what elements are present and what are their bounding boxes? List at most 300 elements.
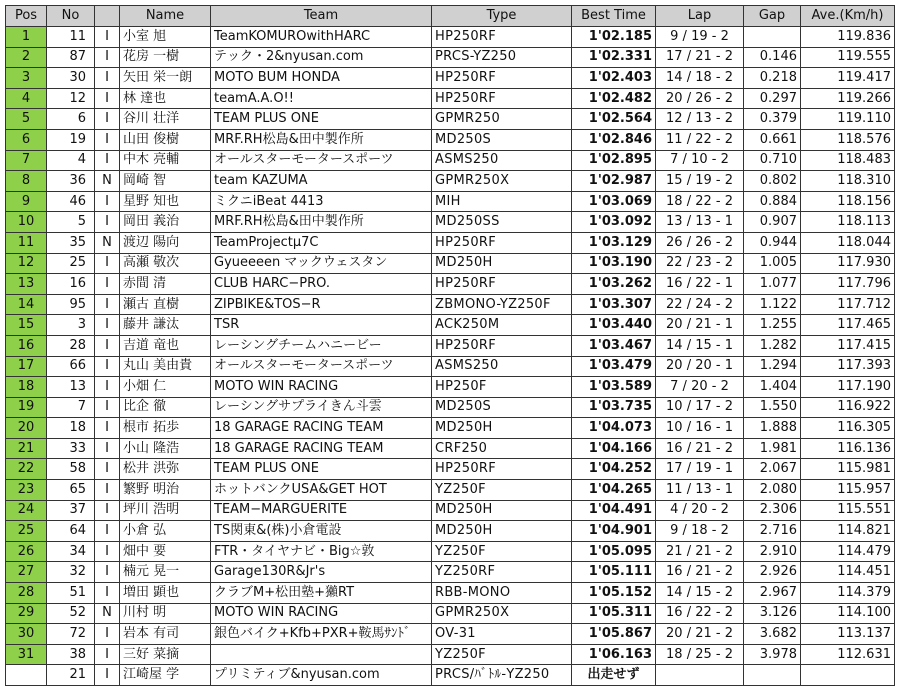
lap-cell: 20 / 21 - 1 [656,315,744,336]
average-speed-cell: 118.113 [801,212,895,233]
gap-cell: 1.404 [744,377,801,398]
best-time-cell: 1'02.987 [572,171,656,192]
rider-name-cell: 吉道 竜也 [120,335,211,356]
pos-cell: 8 [6,171,47,192]
rider-name-cell: 岡崎 智 [120,171,211,192]
machine-type-cell: HP250F [432,377,572,398]
best-time-cell: 1'03.307 [572,294,656,315]
number-cell: 3 [47,315,95,336]
header-no: No [47,6,95,27]
number-cell: 87 [47,47,95,68]
class-cell: I [95,150,120,171]
table-row [6,500,895,521]
table-row [6,274,895,295]
number-cell: 65 [47,480,95,501]
number-cell: 58 [47,459,95,480]
best-time-cell: 1'03.479 [572,356,656,377]
gap-cell: 0.379 [744,109,801,130]
best-time-cell: 1'03.589 [572,377,656,398]
class-cell: I [95,191,120,212]
number-cell: 12 [47,88,95,109]
best-time-cell: 1'05.152 [572,583,656,604]
team-cell: MRF.RH松島&田中製作所 [211,212,432,233]
gap-cell: 2.716 [744,521,801,542]
machine-type-cell: YZ250F [432,644,572,665]
table-row [6,438,895,459]
machine-type-cell: HP250RF [432,459,572,480]
best-time-cell: 1'05.311 [572,603,656,624]
gap-cell [744,27,801,48]
pos-cell: 3 [6,68,47,89]
class-cell: I [95,438,120,459]
lap-cell [656,665,744,686]
table-row [6,294,895,315]
rider-name-cell: 渡辺 陽向 [120,232,211,253]
best-time-cell: 1'03.440 [572,315,656,336]
pos-cell: 5 [6,109,47,130]
lap-cell: 20 / 20 - 1 [656,356,744,377]
average-speed-cell: 115.551 [801,500,895,521]
class-cell: I [95,562,120,583]
machine-type-cell: RBB-MONO [432,583,572,604]
class-cell: I [95,88,120,109]
number-cell: 38 [47,644,95,665]
lap-cell: 16 / 22 - 1 [656,274,744,295]
pos-cell: 10 [6,212,47,233]
average-speed-cell [801,665,895,686]
gap-cell [744,665,801,686]
average-speed-cell: 119.836 [801,27,895,48]
average-speed-cell: 119.266 [801,88,895,109]
team-cell [211,644,432,665]
pos-cell: 20 [6,418,47,439]
best-time-cell: 1'05.867 [572,624,656,645]
class-cell: I [95,583,120,604]
lap-cell: 13 / 13 - 1 [656,212,744,233]
average-speed-cell: 118.310 [801,171,895,192]
class-cell: I [95,68,120,89]
gap-cell: 3.126 [744,603,801,624]
number-cell: 19 [47,129,95,150]
table-row [6,232,895,253]
lap-cell: 9 / 18 - 2 [656,521,744,542]
number-cell: 33 [47,438,95,459]
best-time-cell: 1'05.095 [572,541,656,562]
number-cell: 6 [47,109,95,130]
rider-name-cell: 花房 一樹 [120,47,211,68]
lap-cell: 20 / 21 - 2 [656,624,744,645]
gap-cell: 1.888 [744,418,801,439]
best-time-cell: 1'04.901 [572,521,656,542]
rider-name-cell: 岩本 有司 [120,624,211,645]
rider-name-cell: 小室 旭 [120,27,211,48]
rider-name-cell: 小山 隆浩 [120,438,211,459]
table-row [6,171,895,192]
class-cell: I [95,47,120,68]
rider-name-cell: 中木 亮輔 [120,150,211,171]
best-time-cell: 1'02.564 [572,109,656,130]
class-cell: I [95,253,120,274]
table-row [6,418,895,439]
lap-cell: 16 / 21 - 2 [656,438,744,459]
number-cell: 95 [47,294,95,315]
machine-type-cell: MD250S [432,129,572,150]
class-cell: I [95,129,120,150]
gap-cell: 1.122 [744,294,801,315]
class-cell: I [95,665,120,686]
rider-name-cell: 川村 明 [120,603,211,624]
lap-cell: 9 / 19 - 2 [656,27,744,48]
pos-cell: 22 [6,459,47,480]
machine-type-cell: PRCS-YZ250 [432,47,572,68]
team-cell: MRF.RH松島&田中製作所 [211,129,432,150]
rider-name-cell: 坪川 浩明 [120,500,211,521]
team-cell: ミクニiBeat 4413 [211,191,432,212]
machine-type-cell: ASMS250 [432,356,572,377]
best-time-cell: 1'03.190 [572,253,656,274]
average-speed-cell: 118.044 [801,232,895,253]
number-cell: 30 [47,68,95,89]
best-time-cell: 1'04.252 [572,459,656,480]
best-time-cell: 1'05.111 [572,562,656,583]
table-row [6,129,895,150]
best-time-cell: 1'03.735 [572,397,656,418]
average-speed-cell: 119.555 [801,47,895,68]
pos-cell: 18 [6,377,47,398]
lap-cell: 14 / 18 - 2 [656,68,744,89]
best-time-cell: 1'04.491 [572,500,656,521]
average-speed-cell: 119.417 [801,68,895,89]
table-row [6,356,895,377]
machine-type-cell: MIH [432,191,572,212]
gap-cell: 0.710 [744,150,801,171]
average-speed-cell: 114.479 [801,541,895,562]
table-row [6,88,895,109]
team-cell: 18 GARAGE RACING TEAM [211,438,432,459]
team-cell: MOTO WIN RACING [211,377,432,398]
average-speed-cell: 113.137 [801,624,895,645]
rider-name-cell: 藤井 謙汰 [120,315,211,336]
table-row [6,459,895,480]
best-time-cell: 1'03.467 [572,335,656,356]
table-row [6,68,895,89]
rider-name-cell: 松井 洪弥 [120,459,211,480]
best-time-cell: 1'03.092 [572,212,656,233]
machine-type-cell: HP250RF [432,27,572,48]
best-time-cell: 1'06.163 [572,644,656,665]
pos-cell: 29 [6,603,47,624]
number-cell: 7 [47,397,95,418]
average-speed-cell: 117.465 [801,315,895,336]
number-cell: 34 [47,541,95,562]
best-time-cell: 1'04.265 [572,480,656,501]
pos-cell: 27 [6,562,47,583]
lap-cell: 22 / 23 - 2 [656,253,744,274]
table-row [6,27,895,48]
gap-cell: 0.884 [744,191,801,212]
table-row [6,335,895,356]
rider-name-cell: 林 達也 [120,88,211,109]
gap-cell: 2.967 [744,583,801,604]
table-row [6,150,895,171]
pos-cell: 14 [6,294,47,315]
team-cell: FTR・タイヤナビ・Big☆敦 [211,541,432,562]
average-speed-cell: 117.393 [801,356,895,377]
average-speed-cell: 115.981 [801,459,895,480]
class-cell: I [95,624,120,645]
gap-cell: 0.146 [744,47,801,68]
average-speed-cell: 118.576 [801,129,895,150]
pos-cell: 15 [6,315,47,336]
table-row [6,583,895,604]
pos-cell [6,665,47,686]
pos-cell: 6 [6,129,47,150]
machine-type-cell: MD250H [432,521,572,542]
machine-type-cell: HP250RF [432,274,572,295]
best-time-cell: 1'02.895 [572,150,656,171]
machine-type-cell: YZ250RF [432,562,572,583]
average-speed-cell: 117.712 [801,294,895,315]
rider-name-cell: 岡田 義治 [120,212,211,233]
class-cell: I [95,335,120,356]
team-cell: プリミティブ&nyusan.com [211,665,432,686]
class-cell: I [95,274,120,295]
gap-cell: 0.218 [744,68,801,89]
team-cell: 18 GARAGE RACING TEAM [211,418,432,439]
average-speed-cell: 115.957 [801,480,895,501]
rider-name-cell: 矢田 栄一朗 [120,68,211,89]
machine-type-cell: MD250H [432,500,572,521]
team-cell: TeamProjectμ7C [211,232,432,253]
rider-name-cell: 赤間 清 [120,274,211,295]
table-row [6,109,895,130]
class-cell: N [95,171,120,192]
machine-type-cell: PRCS/ﾊﾞﾄﾙ-YZ250 [432,665,572,686]
number-cell: 16 [47,274,95,295]
rider-name-cell: 江崎屋 学 [120,665,211,686]
lap-cell: 26 / 26 - 2 [656,232,744,253]
gap-cell: 1.282 [744,335,801,356]
best-time-cell: 1'02.403 [572,68,656,89]
lap-cell: 16 / 21 - 2 [656,562,744,583]
pos-cell: 26 [6,541,47,562]
best-time-cell: 1'02.846 [572,129,656,150]
number-cell: 35 [47,232,95,253]
lap-cell: 20 / 26 - 2 [656,88,744,109]
machine-type-cell: YZ250F [432,541,572,562]
gap-cell: 3.682 [744,624,801,645]
header-best-time: Best Time [572,6,656,27]
best-time-cell: 1'02.331 [572,47,656,68]
team-cell: team KAZUMA [211,171,432,192]
average-speed-cell: 118.156 [801,191,895,212]
rider-name-cell: 瀬古 直樹 [120,294,211,315]
machine-type-cell: HP250RF [432,88,572,109]
gap-cell: 0.802 [744,171,801,192]
class-cell: I [95,500,120,521]
header-gap: Gap [744,6,801,27]
team-cell: TS関東&(株)小倉電設 [211,521,432,542]
class-cell: N [95,232,120,253]
rider-name-cell: 小畑 仁 [120,377,211,398]
lap-cell: 21 / 21 - 2 [656,541,744,562]
class-cell: I [95,521,120,542]
gap-cell: 2.067 [744,459,801,480]
average-speed-cell: 116.136 [801,438,895,459]
class-cell: I [95,294,120,315]
rider-name-cell: 楠元 晃一 [120,562,211,583]
gap-cell: 3.978 [744,644,801,665]
class-cell: I [95,109,120,130]
pos-cell: 13 [6,274,47,295]
number-cell: 66 [47,356,95,377]
pos-cell: 28 [6,583,47,604]
header-class [95,6,120,27]
results-body [6,27,895,686]
gap-cell: 1.255 [744,315,801,336]
team-cell: 銀色バイク+Kfb+PXR+鞍馬ｻﾝﾄﾞ [211,624,432,645]
rider-name-cell: 山田 俊樹 [120,129,211,150]
average-speed-cell: 117.796 [801,274,895,295]
pos-cell: 11 [6,232,47,253]
pos-cell: 2 [6,47,47,68]
class-cell: I [95,397,120,418]
rider-name-cell: 谷川 壮洋 [120,109,211,130]
machine-type-cell: HP250RF [432,335,572,356]
rider-name-cell: 丸山 美由貴 [120,356,211,377]
average-speed-cell: 117.930 [801,253,895,274]
header-team: Team [211,6,432,27]
class-cell: I [95,541,120,562]
rider-name-cell: 根市 拓歩 [120,418,211,439]
table-row [6,480,895,501]
pos-cell: 31 [6,644,47,665]
gap-cell: 2.306 [744,500,801,521]
pos-cell: 23 [6,480,47,501]
pos-cell: 9 [6,191,47,212]
class-cell: N [95,603,120,624]
team-cell: MOTO WIN RACING [211,603,432,624]
table-row [6,665,895,686]
average-speed-cell: 114.100 [801,603,895,624]
machine-type-cell: CRF250 [432,438,572,459]
number-cell: 37 [47,500,95,521]
gap-cell: 0.661 [744,129,801,150]
pos-cell: 16 [6,335,47,356]
team-cell: クラブM+松田塾+獺RT [211,583,432,604]
number-cell: 52 [47,603,95,624]
lap-cell: 10 / 17 - 2 [656,397,744,418]
lap-cell: 14 / 15 - 1 [656,335,744,356]
team-cell: CLUB HARC−PRO. [211,274,432,295]
rider-name-cell: 比企 徹 [120,397,211,418]
gap-cell: 1.550 [744,397,801,418]
rider-name-cell: 三好 菜摘 [120,644,211,665]
gap-cell: 0.944 [744,232,801,253]
lap-cell: 22 / 24 - 2 [656,294,744,315]
average-speed-cell: 114.379 [801,583,895,604]
pos-cell: 24 [6,500,47,521]
gap-cell: 1.981 [744,438,801,459]
machine-type-cell: ZBMONO-YZ250F [432,294,572,315]
number-cell: 51 [47,583,95,604]
table-row [6,397,895,418]
gap-cell: 1.005 [744,253,801,274]
number-cell: 46 [47,191,95,212]
team-cell: オールスターモータースポーツ [211,150,432,171]
lap-cell: 7 / 20 - 2 [656,377,744,398]
machine-type-cell: MD250SS [432,212,572,233]
pos-cell: 12 [6,253,47,274]
lap-cell: 7 / 10 - 2 [656,150,744,171]
team-cell: TSR [211,315,432,336]
average-speed-cell: 116.922 [801,397,895,418]
rider-name-cell: 星野 知也 [120,191,211,212]
header-name: Name [120,6,211,27]
pos-cell: 4 [6,88,47,109]
average-speed-cell: 119.110 [801,109,895,130]
table-row [6,253,895,274]
table-row [6,191,895,212]
gap-cell: 2.080 [744,480,801,501]
table-row [6,624,895,645]
team-cell: TeamKOMUROwithHARC [211,27,432,48]
pos-cell: 25 [6,521,47,542]
machine-type-cell: GPMR250X [432,603,572,624]
team-cell: Gyueeeen マックウェスタン [211,253,432,274]
lap-cell: 17 / 21 - 2 [656,47,744,68]
average-speed-cell: 116.305 [801,418,895,439]
best-time-cell: 出走せず [572,665,656,686]
table-row [6,377,895,398]
gap-cell: 2.926 [744,562,801,583]
number-cell: 5 [47,212,95,233]
machine-type-cell: HP250RF [432,68,572,89]
table-row [6,603,895,624]
machine-type-cell: ACK250M [432,315,572,336]
rider-name-cell: 畑中 要 [120,541,211,562]
number-cell: 72 [47,624,95,645]
machine-type-cell: OV-31 [432,624,572,645]
lap-cell: 4 / 20 - 2 [656,500,744,521]
lap-cell: 18 / 25 - 2 [656,644,744,665]
class-cell: I [95,377,120,398]
machine-type-cell: GPMR250X [432,171,572,192]
lap-cell: 12 / 13 - 2 [656,109,744,130]
table-row [6,212,895,233]
machine-type-cell: GPMR250 [432,109,572,130]
best-time-cell: 1'02.482 [572,88,656,109]
average-speed-cell: 112.631 [801,644,895,665]
average-speed-cell: 117.190 [801,377,895,398]
team-cell: TEAM PLUS ONE [211,459,432,480]
pos-cell: 21 [6,438,47,459]
team-cell: teamA.A.O!! [211,88,432,109]
lap-cell: 11 / 22 - 2 [656,129,744,150]
machine-type-cell: YZ250F [432,480,572,501]
class-cell: I [95,212,120,233]
number-cell: 11 [47,27,95,48]
class-cell: I [95,480,120,501]
average-speed-cell: 114.451 [801,562,895,583]
class-cell: I [95,418,120,439]
team-cell: レーシングサプライきん斗雲 [211,397,432,418]
header-row [6,6,895,27]
table-row [6,315,895,336]
number-cell: 28 [47,335,95,356]
average-speed-cell: 117.415 [801,335,895,356]
machine-type-cell: MD250H [432,253,572,274]
